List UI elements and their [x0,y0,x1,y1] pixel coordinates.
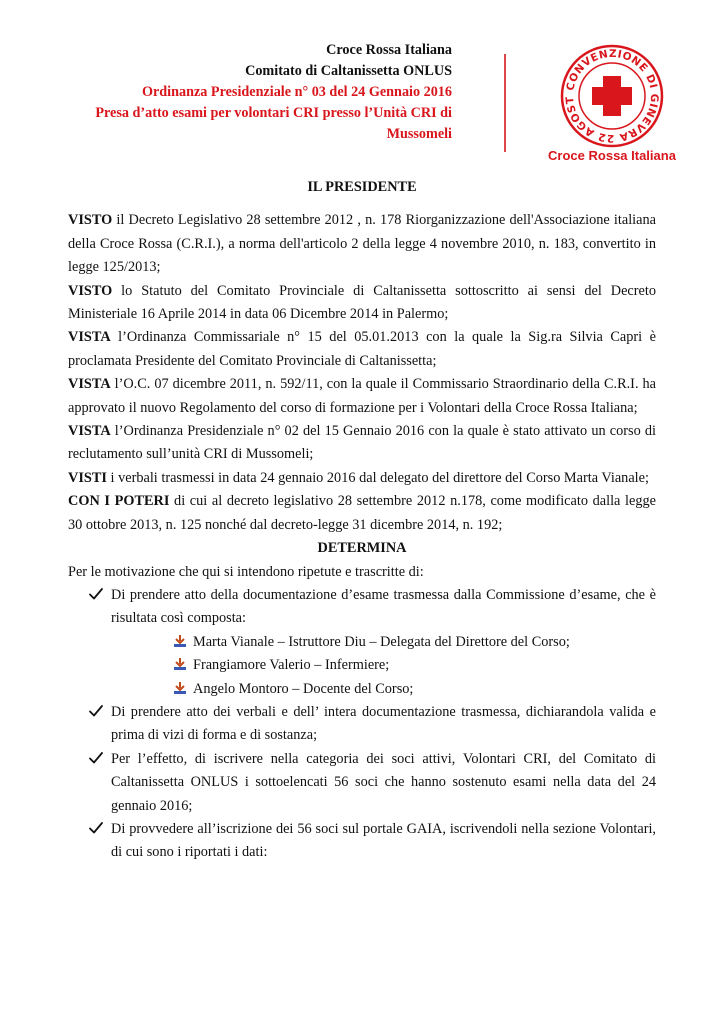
cross-horizontal-bar [592,87,632,105]
recital-5 [68,420,656,467]
determination-list [68,584,656,865]
commission-member [173,654,656,677]
checkmark-icon [88,820,104,836]
determination-item-4 [68,818,656,865]
recital-text: l’Ordinanza Presidenziale n° 02 del 15 Gennaio 2016 con la quale è stato attivato un corso di reclutamento sull’unità CRI di Mussomeli; [68,423,656,463]
ordinance-number: Ordinanza Presidenziale n° 03 del 24 Gennaio 2016 [141,84,452,100]
recital-lead: VISTA [68,423,111,440]
commission-member-text: Frangiamore Valerio – Infermiere; [193,657,390,674]
pushpin-bullet-icon [173,635,187,649]
determina-heading: DETERMINA [317,540,407,557]
recital-lead: VISTO [68,212,113,229]
recital-text: il Decreto Legislativo 28 settembre 2012 , n. 178 Riorganizzazione dell'Associazione italiana della Croce Rossa (C.R.I.), a norma dell'articolo 2 della legge 4 novembre 2010, n. 183, convertito in legge 125/2013; [68,212,656,276]
recital-text: l’Ordinanza Commissariale n° 15 del 05.01.2013 con la quale la Sig.ra Silvia Capri è proclamata Presidente del Comitato Provinciale di Caltanissetta; [68,329,656,369]
org-name: Croce Rossa Italiana [326,42,452,58]
commission-list [111,631,656,701]
determination-text: Di prendere atto dei verbali e dell’ intera documentazione trasmessa, dichiarandola valida e prima di vizi di forma e di sostanza; [111,703,656,744]
emblem-ring-textpath: CONVENZIONE DI GINEVRA 22 AGOST [563,47,661,145]
recital-text: i verbali trasmessi in data 24 gennaio 2016 dal delegato del direttore del Corso Marta Vianale; [106,469,649,486]
recital-2 [68,280,656,327]
recital-text: lo Statuto del Comitato Provinciale di Caltanissetta sottoscritto ai sensi del Decreto Ministeriale 16 Aprile 2014 in data 06 Dicembre 2014 in Palermo; [68,282,656,323]
checkmark-icon [88,703,104,719]
document-body [68,176,656,865]
recital-text: di cui al decreto legislativo 28 settembre 2012 n.178, come modificato dalla legge 30 ottobre 2013, n. 125 nonché dal decreto-legge 31 dicembre 2014, n. 192; [68,493,656,533]
recital-lead: VISTI [68,469,107,486]
pushpin-bullet-icon [173,658,187,672]
recital-6 [68,467,656,490]
commission-member-text: Marta Vianale – Istruttore Diu – Delegata del Direttore del Corso; [193,633,570,650]
recital-lead: CON I POTERI [68,493,170,510]
commission-member [173,678,656,701]
ordinance-subject-line-2: Mussomeli [386,126,452,142]
checkmark-icon [88,586,104,602]
recital-lead: VISTO [68,282,113,299]
pushpin-bullet-icon [173,682,187,696]
recital-3 [68,326,656,373]
commission-member [173,631,656,654]
recital-1 [68,209,656,279]
red-cross-emblem [548,42,676,170]
document-header [52,40,452,145]
committee-name: Comitato di Caltanissetta ONLUS [245,63,452,79]
commission-member-text: Angelo Montoro – Docente del Corso; [193,680,414,697]
checkmark-icon [88,750,104,766]
recital-4 [68,373,656,420]
determination-item-2 [68,701,656,748]
determination-text: Di provvedere all’iscrizione dei 56 soci sul portale GAIA, iscrivendoli nella sezione Volontari, di cui sono i riportati i dati: [111,820,656,861]
determination-text: Per l’effetto, di iscrivere nella categoria dei soci attivi, Volontari CRI, del Comitato di Caltanissetta ONLUS i sottoelencati 56 soci che hanno sostenuto esami nella data del 24 gennaio 2016; [111,750,656,814]
header-divider [504,54,506,152]
emblem-caption: Croce Rossa Italiana [548,148,676,163]
determination-item-3 [68,748,656,818]
recital-7 [68,490,656,537]
recital-text: l’O.C. 07 dicembre 2011, n. 592/11, con la quale il Commissario Straordinario della C.R.I. ha approvato il nuovo Regolamento del corso di formazione per i Volontari della Croce Rossa Italiana; [68,376,656,416]
recital-lead: VISTA [68,329,111,346]
determination-text: Di prendere atto della documentazione d’esame trasmessa dalla Commissione d’esame, che è risultata così composta: [111,586,656,627]
ordinance-subject-line-1: Presa d’atto esami per volontari CRI presso l’Unità CRI di [95,105,452,121]
determination-item-1 [68,584,656,701]
document-title: IL PRESIDENTE [307,179,417,195]
determina-intro: Per le motivazione che qui si intendono ripetute e trascritte di: [68,563,424,580]
recital-lead: VISTA [68,376,111,393]
